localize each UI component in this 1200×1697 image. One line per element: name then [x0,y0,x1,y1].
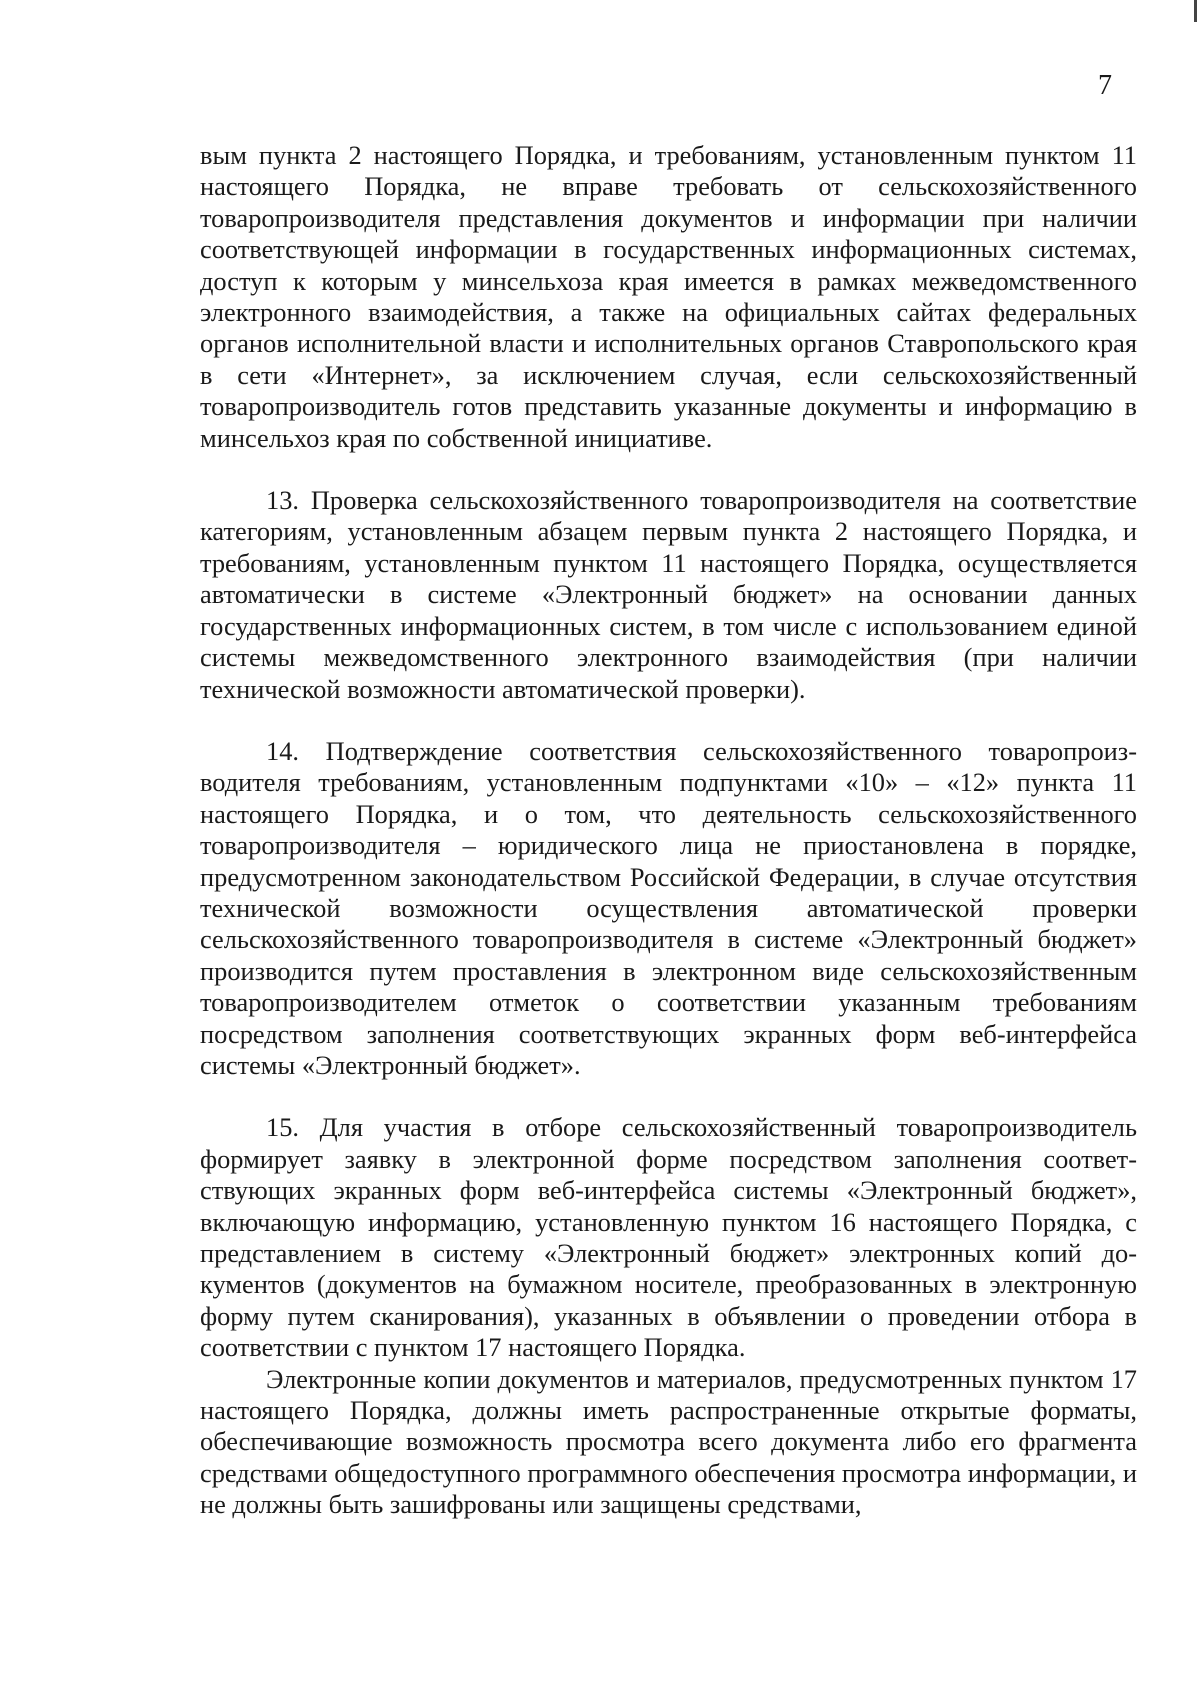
paragraph-14: 14. Подтверждение соответствия сельскохозяйственного товаропроизводителя требованиям, установленным подпунктами «10» – «12» пункта 11 настоящего Порядка, и о том, что деятельность сельскохозяйственного товаропроизводителя – юридического лица не приостановлена в порядке, предусмотренном законодательством Российской Федерации, в случае отсутствия технической возможности осуществления автоматической проверки сельскохозяйственного товаропроизводителя в системе «Электронный бюджет» производится путем проставления в электронном виде сельскохозяйственным товаропроизводителем отметок о соответствии указанным требованиям посредством заполнения соответствующих экранных форм веб-интерфейса системы «Электронный бюджет». [200,735,1137,1080]
document-body [200,140,1137,1521]
paragraph-15: 15. Для участия в отборе сельскохозяйственный товаропроизводитель формирует заявку в электронной форме посредством заполнения соответствующих экранных форм веб-интерфейса системы «Электронный бюджет», включающую информацию, установленную пунктом 16 настоящего Порядка, с представлением в систему «Электронный бюджет» электронных копий документов (документов на бумажном носителе, преобразованных в электронную форму путем сканирования), указанных в объявлении о проведении отбора в соответствии с пунктом 17 настоящего Порядка. [200,1112,1137,1363]
paragraph-12-continuation: вым пункта 2 настоящего Порядка, и требованиям, установленным пунктом 11 настоящего Порядка, не вправе требовать от сельскохозяйственного товаропроизводителя представления документов и информации при наличии соответствующей информации в государственных информационных системах, доступ к которым у минсельхоза края имеется в рамках межведомственного электронного взаимодействия, а также на официальных сайтах федеральных органов исполнительной власти и исполнительных органов Ставропольского края в сети «Интернет», за исключением случая, если сельскохозяйственный товаропроизводитель готов представить указанные документы и информацию в минсельхоз края по собственной инициативе. [200,140,1137,453]
paragraph-13: 13. Проверка сельскохозяйственного товаропроизводителя на соответствие категориям, установленным абзацем первым пункта 2 настоящего Порядка, и требованиям, установленным пунктом 11 настоящего Порядка, осуществляется автоматически в системе «Электронный бюджет» на основании данных государственных информационных систем, в том числе с использованием единой системы межведомственного электронного взаимодействия (при наличии технической возможности автоматической проверки). [200,485,1137,704]
scan-edge-mark [1194,0,1197,22]
paragraph-15-electronic-copies: Электронные копии документов и материалов, предусмотренных пунктом 17 настоящего Порядка, должны иметь распространенные открытые форматы, обеспечивающие возможность просмотра всего документа либо его фрагмента средствами общедоступного программного обеспечения просмотра информации, и не должны быть зашифрованы или защищены средствами, [200,1363,1137,1520]
page-number: 7 [1098,70,1112,101]
